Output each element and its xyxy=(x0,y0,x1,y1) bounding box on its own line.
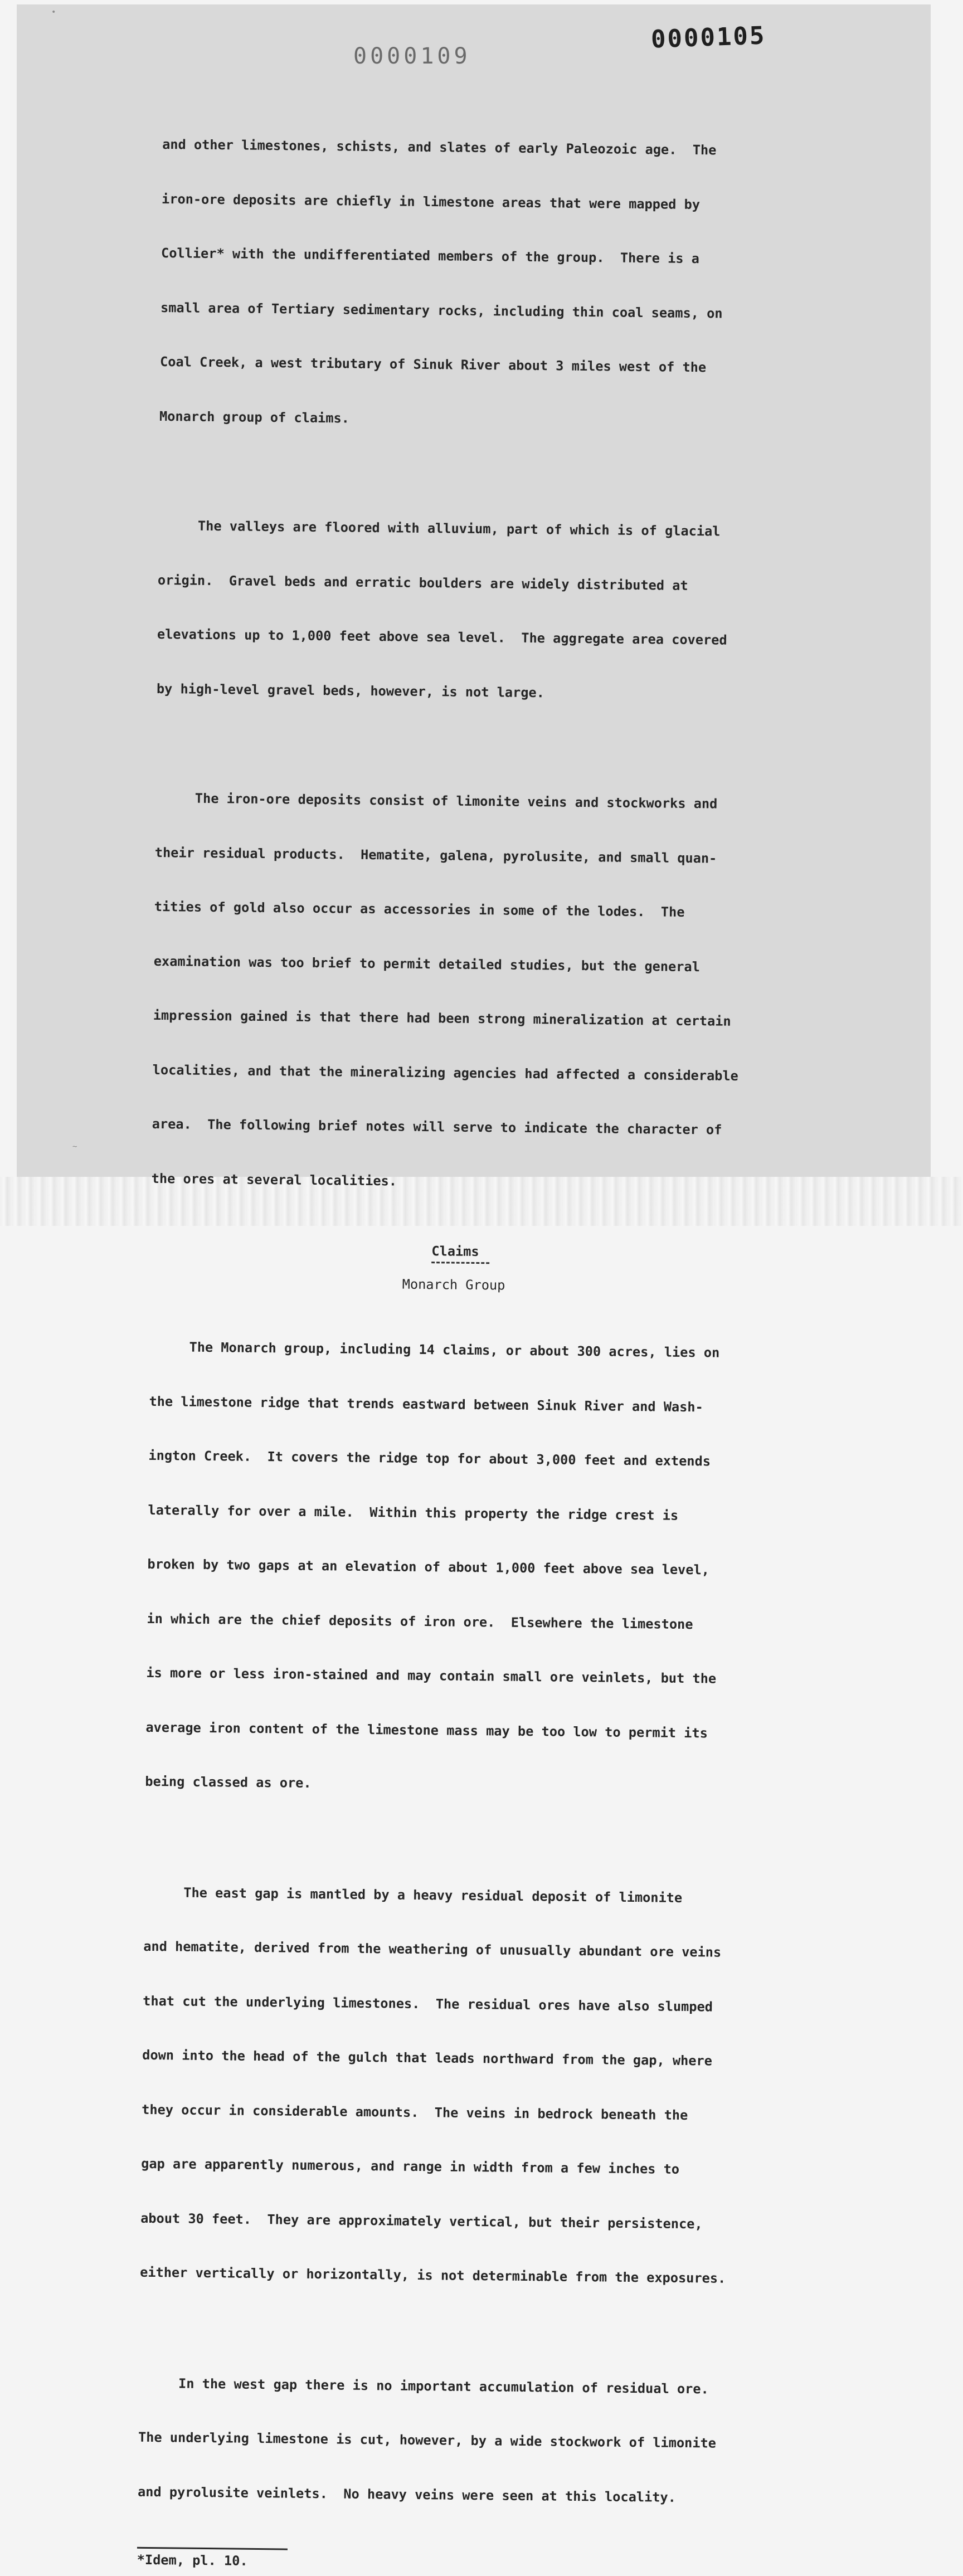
text-line: average iron content of the limestone mass may be too low to permit its xyxy=(145,1719,708,1741)
text-line: The underlying limestone is cut, however, by a wide stockwork of limonite xyxy=(138,2429,717,2451)
text-line: localities, and that the mineralizing agencies had affected a considerable xyxy=(152,1061,739,1084)
text-line: about 30 feet. They are approximately vertical, but their persistence, xyxy=(140,2210,703,2232)
paragraph-valleys xyxy=(156,480,850,741)
text-line: The east gap is mantled by a heavy residual deposit of limonite xyxy=(144,1884,683,1906)
text-line: by high-level gravel beds, however, is not large. xyxy=(156,680,545,700)
text-line: The valleys are floored with alluvium, part of which is of glacial xyxy=(158,517,721,539)
paragraph-monarch-group xyxy=(145,1302,842,1834)
footnote: *Idem, pl. 10. xyxy=(137,2551,248,2569)
text-line: small area of Tertiary sedimentary rocks, including thin coal seams, on xyxy=(160,299,723,322)
text-line: either vertically or horizontally, is not determinable from the exposures. xyxy=(140,2264,726,2286)
page-stamp-right: 0000105 xyxy=(650,21,767,54)
paragraph-west-gap xyxy=(137,2338,830,2544)
text-line: ington Creek. It covers the ridge top for about 3,000 feet and extends xyxy=(148,1447,711,1469)
text-line: examination was too brief to permit detailed studies, but the general xyxy=(153,953,701,975)
text-line: that cut the underlying limestones. The residual ores have also slumped xyxy=(143,1993,713,2015)
text-line: down into the head of the gulch that leads northward from the gap, where xyxy=(142,2047,713,2069)
scan-speck: ~ xyxy=(72,1142,77,1151)
scan-speck: • xyxy=(51,8,56,17)
text-line: they occur in considerable amounts. The veins in bedrock beneath the xyxy=(142,2101,688,2123)
text-line: Coal Creek, a west tributary of Sinuk River about 3 miles west of the xyxy=(159,353,707,376)
text-line: In the west gap there is no important accumulation of residual ore. xyxy=(138,2375,709,2397)
text-line: gap are apparently numerous, and range in width from a few inches to xyxy=(141,2155,680,2177)
text-line: their residual products. Hematite, galena, pyrolusite, and small quan- xyxy=(154,844,717,866)
text-line: and pyrolusite veinlets. No heavy veins were seen at this locality. xyxy=(137,2484,677,2505)
text-line: Monarch group of claims. xyxy=(159,408,350,426)
text-line: The Monarch group, including 14 claims, or about 300 acres, lies on xyxy=(149,1338,720,1361)
paragraph-east-gap xyxy=(139,1847,835,2325)
text-line: iron-ore deposits are chiefly in limestone areas that were mapped by xyxy=(161,191,701,212)
text-line: origin. Gravel beds and erratic boulders are widely distributed at xyxy=(157,572,688,593)
text-line: and other limestones, schists, and slates of early Paleozoic age. The xyxy=(162,136,717,158)
text-line: in which are the chief deposits of iron ore. Elsewhere the limestone xyxy=(147,1610,693,1632)
paragraph-geology xyxy=(159,99,854,469)
footnote-rule xyxy=(137,2547,288,2550)
text-line: is more or less iron-stained and may contain small ore veinlets, but the xyxy=(146,1664,717,1687)
section-heading: Claims xyxy=(431,1243,479,1260)
text-line: broken by two gaps at an elevation of about 1,000 feet above sea level, xyxy=(147,1556,710,1578)
text-line: Collier* with the undifferentiated members of the group. There is a xyxy=(160,245,700,267)
text-line: and hematite, derived from the weathering of unusually abundant ore veins xyxy=(143,1938,722,1960)
paragraph-iron-ore xyxy=(151,753,847,1231)
page-stamp-left: 0000109 xyxy=(353,43,471,69)
text-line: being classed as ore. xyxy=(145,1773,312,1791)
text-line: the limestone ridge that trends eastward between Sinuk River and Wash- xyxy=(149,1393,703,1415)
text-line: elevations up to 1,000 feet above sea level. The aggregate area covered xyxy=(157,626,727,648)
subsection-heading: Monarch Group xyxy=(402,1276,505,1293)
text-line: impression gained is that there had been strong mineralization at certain xyxy=(153,1007,731,1029)
text-line: tities of gold also occur as accessories in some of the lodes. The xyxy=(154,898,685,920)
text-line: area. The following brief notes will serve to indicate the character of xyxy=(152,1116,722,1138)
heading-underline xyxy=(431,1262,489,1264)
text-line: the ores at several localities. xyxy=(151,1170,397,1189)
text-line: The iron-ore deposits consist of limonite veins and stockworks and xyxy=(155,790,718,812)
document-body xyxy=(137,99,854,2576)
text-line: laterally for over a mile. Within this property the ridge crest is xyxy=(148,1502,679,1523)
